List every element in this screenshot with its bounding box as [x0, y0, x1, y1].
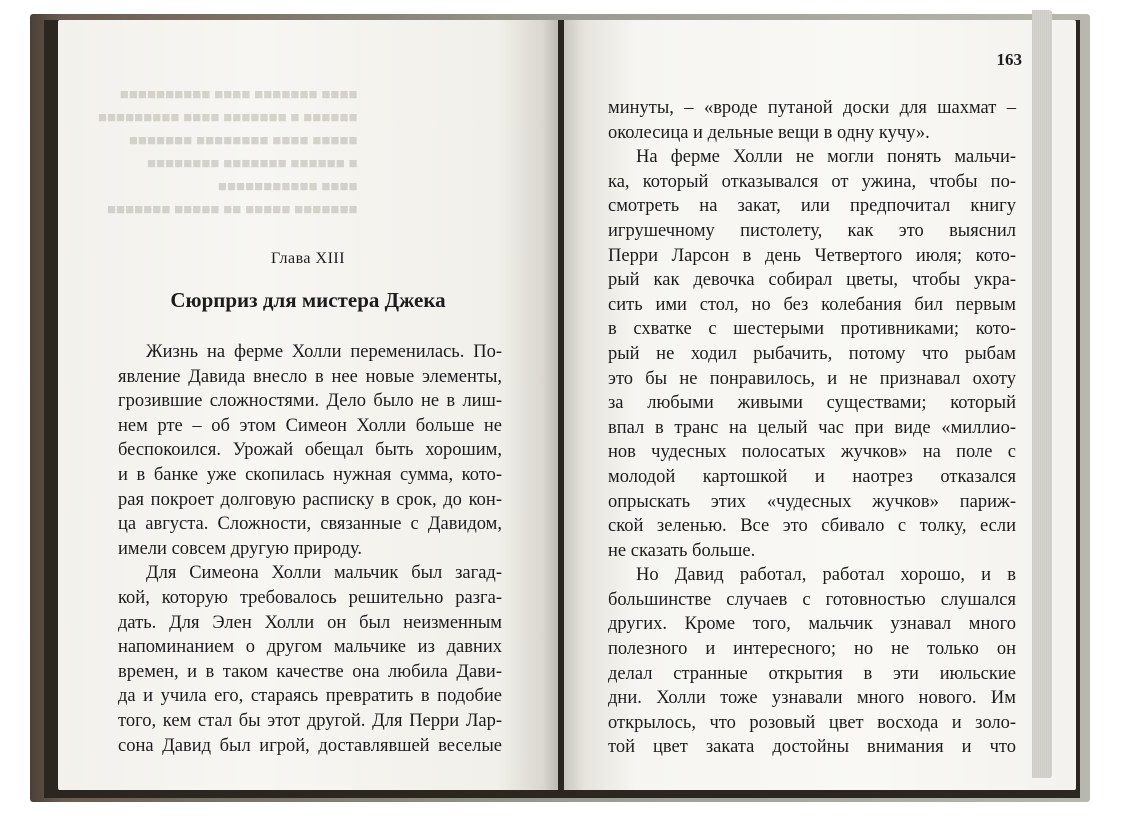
text-line: того, кем стал бы этот другой. Для Перри Лар- [118, 710, 502, 731]
text-line: имели совсем другую природу. [118, 538, 363, 559]
page-edges [1032, 10, 1052, 778]
text-line: ской зеленью. Все это сбивало с толку, если [608, 516, 1016, 537]
text-line: беспокоился. Урожай обещал быть хорошим, [118, 440, 502, 461]
text-line: околесица и дельные вещи в одну кучу». [608, 122, 930, 143]
text-line: сона Давид был игрой, доставлявшей веселые [118, 735, 502, 756]
chapter-label: Глава XIII [270, 250, 346, 267]
text-line: открылось, что розовый цвет восхода и золо- [608, 712, 1016, 733]
text-line: это бы не понравилось, и не признавал охоту [608, 368, 1016, 389]
text-line: Жизнь на ферме Холли переменилась. По- [146, 342, 502, 362]
right-page [564, 20, 1076, 790]
text-line: рый как девочка собирал цветы, чтобы укра- [608, 270, 1016, 291]
text-line: дать. Для Элен Холли он был неизменным [118, 612, 502, 633]
right-page-body [608, 96, 1016, 760]
text-line: ца августа. Сложности, связанные с Давидом, [118, 514, 502, 535]
text-line: явление Давида внесло в нее новые элементы, [118, 366, 502, 387]
text-line: делал странные открытия в эти июльские [608, 663, 1016, 684]
text-line: той цвет заката достойны внимания и что [608, 737, 1016, 758]
text-line: нов чудесных полосатых жучков» на поле с [608, 442, 1016, 463]
chapter-title: Сюрприз для мистера Джека [170, 288, 446, 312]
text-line: опрыскать этих «чудесных жучков» париж- [608, 491, 1016, 512]
text-line: и в банке уже скопилась нужная сумма, кото- [118, 464, 502, 485]
text-line: Перри Ларсон в день Четвертого июля; кото- [608, 245, 1016, 266]
left-page-body [118, 340, 502, 758]
text-line: ка, который отказывался от ужина, чтобы по- [608, 171, 1016, 192]
text-line: кой, которую требовалось решительно разга- [118, 587, 502, 608]
text-line: дни. Холли тоже узнавали много нового. Им [608, 688, 1016, 709]
text-line: игрушечному пистолету, как это выяснил [608, 220, 1016, 241]
text-line: грозившие сложностями. Дело было не в лиш- [118, 391, 502, 412]
text-line: не сказать больше. [608, 540, 756, 561]
text-line: напоминанием о другом мальчике из давних [118, 637, 502, 658]
text-line: других. Кроме того, мальчик узнавал много [608, 614, 1016, 635]
text-line: полезного и интересного; но не только он [608, 639, 1016, 660]
bleed-through-text: ■■■■ ■■■■■■■ ■■■■ ■■■■■■■■■■ ■■■■■■ ■ ■■■■■■■ ■■■■ ■■■■■■■■■ ■■■■■ ■■■■ ■■■■■■■■ ■■■■■■■ ■ ■■■■■■ ■■■■■■■ ■■■■■■■■ ■■■■ ■■■■■■■■■■■ ■■■■■■■ ■■■■■ ■■ ■■■■■ ■■■■■■■ [98, 87, 358, 218]
text-line: На ферме Холли не могли понять мальчи- [636, 147, 1016, 168]
page-number: 163 [996, 50, 1022, 69]
text-line: большинстве случаев с готовностью слушался [608, 589, 1016, 610]
text-line: впал в транс на целый час при виде «миллио- [608, 417, 1016, 438]
text-line: смотреть на закат, или предпочитал книгу [608, 196, 1016, 217]
text-line: нем рте – об этом Симеон Холли больше не [118, 415, 502, 436]
text-line: минуты, – «вроде путаной доски для шахмат – [608, 98, 1016, 118]
text-line: времен, и в таком качестве она любила Дави- [118, 661, 502, 682]
text-line: Для Симеона Холли мальчик был загад- [146, 563, 502, 584]
text-line: сить ими стол, но без колебания бил первым [608, 294, 1016, 315]
text-line: рая покроет долговую расписку в срок, до кон- [118, 489, 502, 510]
book-spread [44, 20, 1080, 798]
text-line: рый не ходил рыбачить, потому что рыбам [608, 343, 1016, 364]
text-line: за любыми живыми существами; который [608, 393, 1016, 414]
left-page [58, 20, 558, 790]
text-line: в схватке с шестерыми противниками; кото- [608, 319, 1016, 340]
text-line: да и учила его, стараясь превратить в подобие [118, 686, 502, 707]
text-line: молодой картошкой и наотрез отказался [608, 466, 1016, 487]
text-line: Но Давид работал, работал хорошо, и в [636, 565, 1016, 586]
